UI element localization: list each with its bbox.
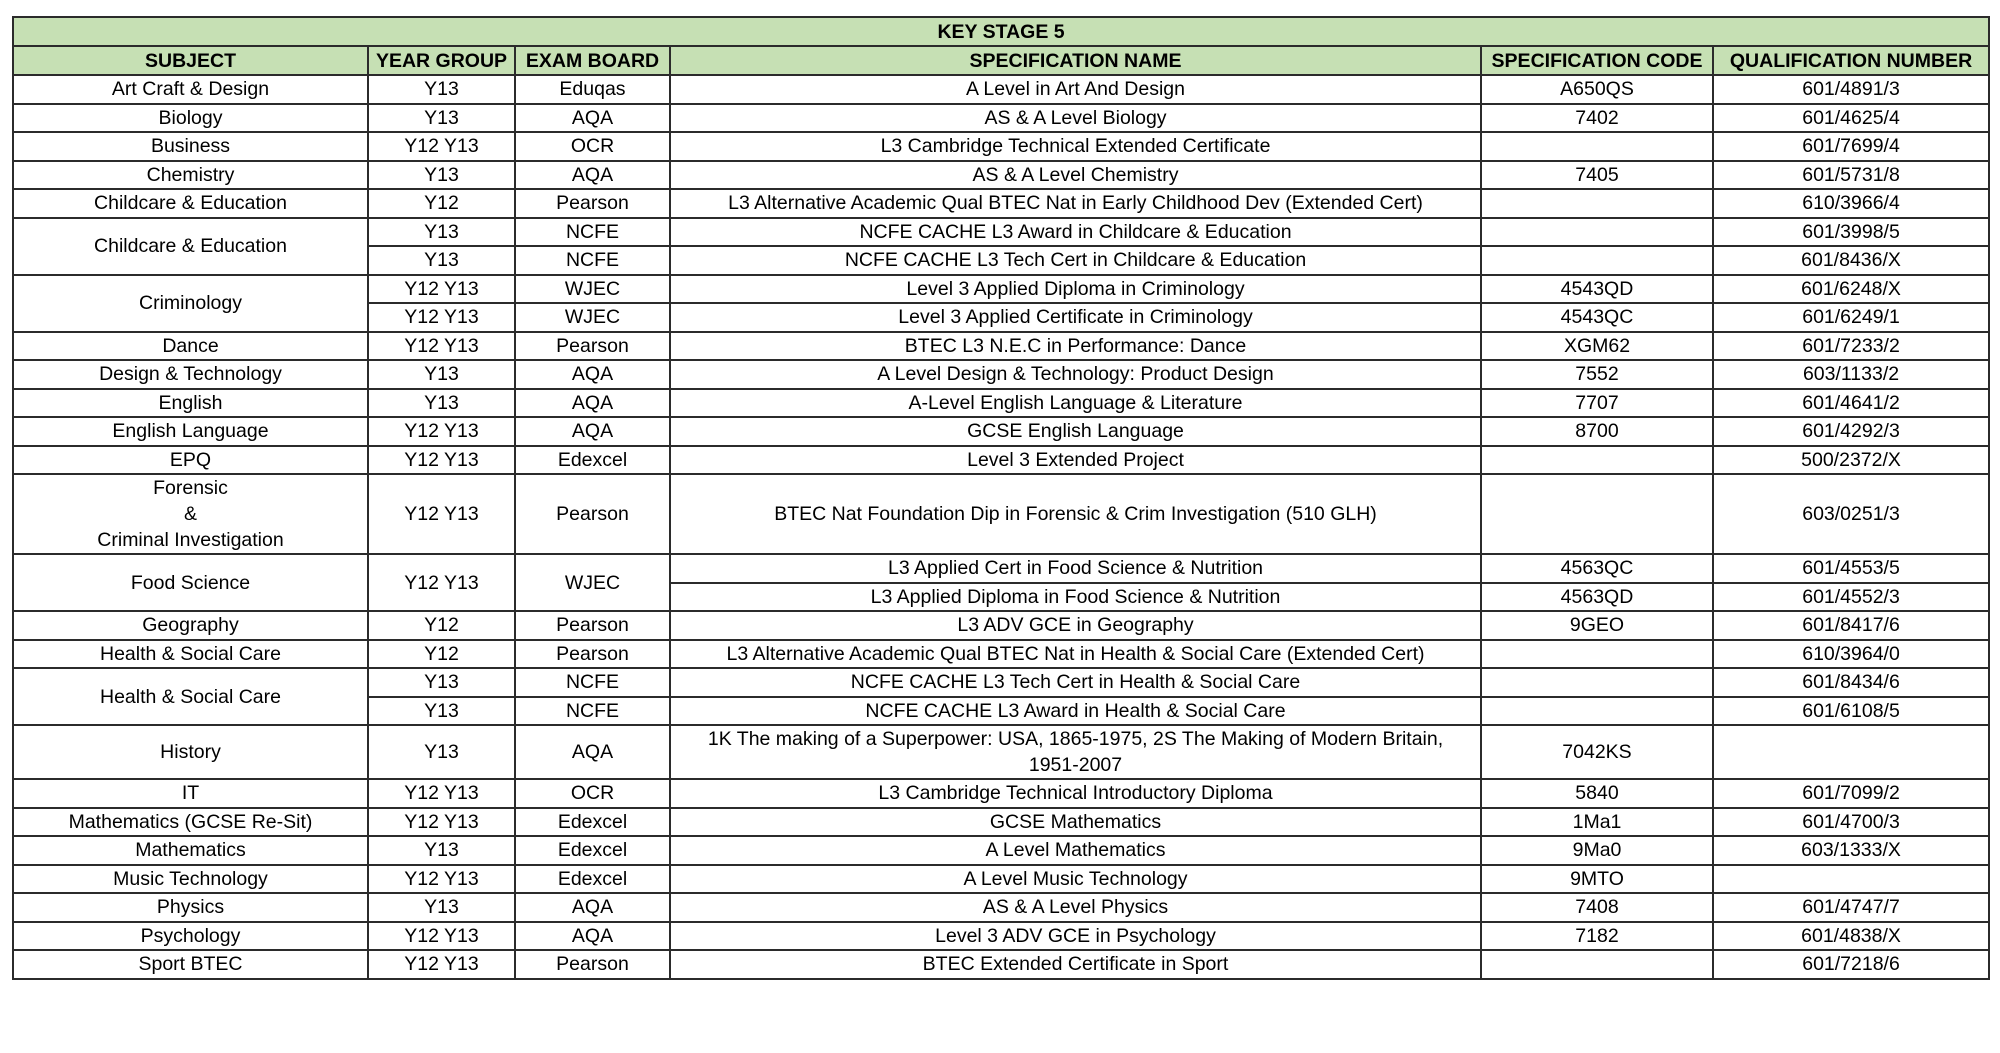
- spec-name-cell: BTEC Nat Foundation Dip in Forensic & Crim Investigation (510 GLH): [670, 474, 1481, 554]
- board-cell: AQA: [515, 360, 670, 389]
- spec-name-cell: AS & A Level Biology: [670, 104, 1481, 133]
- subject-cell: English: [13, 389, 368, 418]
- year-cell: Y12 Y13: [368, 779, 515, 808]
- spec-name-cell: NCFE CACHE L3 Tech Cert in Health & Social Care: [670, 668, 1481, 697]
- spec-code-cell: 7042KS: [1481, 725, 1713, 779]
- spec-name-cell: Level 3 Applied Certificate in Criminology: [670, 303, 1481, 332]
- spec-name-cell: A Level in Art And Design: [670, 75, 1481, 104]
- spec-name-cell: A Level Mathematics: [670, 836, 1481, 865]
- board-cell: OCR: [515, 132, 670, 161]
- header-row: [13, 46, 1989, 75]
- qual-number-cell: 500/2372/X: [1713, 446, 1989, 475]
- year-cell: Y12 Y13: [368, 808, 515, 837]
- spec-code-cell: 8700: [1481, 417, 1713, 446]
- spec-code-cell: 5840: [1481, 779, 1713, 808]
- year-cell: Y12 Y13: [368, 332, 515, 361]
- spec-code-cell: [1481, 640, 1713, 669]
- subject-cell: English Language: [13, 417, 368, 446]
- spec-name-cell: L3 Alternative Academic Qual BTEC Nat in Early Childhood Dev (Extended Cert): [670, 189, 1481, 218]
- table-row: [13, 640, 1989, 669]
- spec-code-cell: [1481, 474, 1713, 554]
- subject-cell: Design & Technology: [13, 360, 368, 389]
- board-cell: NCFE: [515, 246, 670, 275]
- qual-number-cell: 601/4700/3: [1713, 808, 1989, 837]
- table-row: [13, 275, 1989, 304]
- spec-code-cell: A650QS: [1481, 75, 1713, 104]
- spec-code-cell: [1481, 246, 1713, 275]
- board-cell: AQA: [515, 893, 670, 922]
- spec-code-cell: 7405: [1481, 161, 1713, 190]
- table-row: [13, 161, 1989, 190]
- year-cell: Y12 Y13: [368, 554, 515, 611]
- board-cell: WJEC: [515, 303, 670, 332]
- board-cell: AQA: [515, 389, 670, 418]
- table-row: [13, 474, 1989, 554]
- spec-code-cell: 1Ma1: [1481, 808, 1713, 837]
- board-cell: Edexcel: [515, 808, 670, 837]
- spec-code-cell: [1481, 189, 1713, 218]
- subject-line: Criminal Investigation: [97, 529, 284, 551]
- table-row: [13, 218, 1989, 247]
- spec-name-cell: L3 Cambridge Technical Extended Certificate: [670, 132, 1481, 161]
- header-year-group: YEAR GROUP: [368, 46, 515, 75]
- board-cell: NCFE: [515, 697, 670, 726]
- table-row: [13, 554, 1989, 583]
- subject-cell: Mathematics (GCSE Re-Sit): [13, 808, 368, 837]
- board-cell: WJEC: [515, 554, 670, 611]
- board-cell: AQA: [515, 922, 670, 951]
- board-cell: Pearson: [515, 189, 670, 218]
- year-cell: Y12 Y13: [368, 446, 515, 475]
- year-cell: Y13: [368, 893, 515, 922]
- subject-cell: Geography: [13, 611, 368, 640]
- board-cell: NCFE: [515, 218, 670, 247]
- year-cell: Y12 Y13: [368, 950, 515, 979]
- spec-name-cell: AS & A Level Chemistry: [670, 161, 1481, 190]
- spec-name-cell: A-Level English Language & Literature: [670, 389, 1481, 418]
- year-cell: Y13: [368, 668, 515, 697]
- spec-name-cell: L3 Alternative Academic Qual BTEC Nat in Health & Social Care (Extended Cert): [670, 640, 1481, 669]
- subject-cell: [13, 474, 368, 554]
- spec-code-cell: 7707: [1481, 389, 1713, 418]
- board-cell: OCR: [515, 779, 670, 808]
- year-cell: Y12: [368, 640, 515, 669]
- qual-number-cell: [1713, 725, 1989, 779]
- subject-cell: Business: [13, 132, 368, 161]
- spec-name-cell: GCSE Mathematics: [670, 808, 1481, 837]
- spec-code-cell: [1481, 218, 1713, 247]
- qual-number-cell: 610/3964/0: [1713, 640, 1989, 669]
- qual-number-cell: 601/8436/X: [1713, 246, 1989, 275]
- spec-code-cell: XGM62: [1481, 332, 1713, 361]
- spec-name-cell: [670, 725, 1481, 779]
- spec-name-cell: AS & A Level Physics: [670, 893, 1481, 922]
- spec-code-cell: 7182: [1481, 922, 1713, 951]
- spec-name-cell: NCFE CACHE L3 Award in Health & Social Care: [670, 697, 1481, 726]
- header-specification-code: SPECIFICATION CODE: [1481, 46, 1713, 75]
- qual-number-cell: 601/4625/4: [1713, 104, 1989, 133]
- spec-name-cell: L3 Applied Diploma in Food Science & Nutrition: [670, 583, 1481, 612]
- board-cell: Eduqas: [515, 75, 670, 104]
- subject-cell: IT: [13, 779, 368, 808]
- spec-code-cell: 4543QC: [1481, 303, 1713, 332]
- table-row: [13, 950, 1989, 979]
- subject-cell: Health & Social Care: [13, 640, 368, 669]
- year-cell: Y13: [368, 389, 515, 418]
- table-row: [13, 668, 1989, 697]
- subject-cell: Sport BTEC: [13, 950, 368, 979]
- qual-number-cell: 603/0251/3: [1713, 474, 1989, 554]
- subject-cell: Music Technology: [13, 865, 368, 894]
- subject-cell: Physics: [13, 893, 368, 922]
- header-subject: SUBJECT: [13, 46, 368, 75]
- board-cell: Edexcel: [515, 865, 670, 894]
- board-cell: AQA: [515, 104, 670, 133]
- key-stage-5-table: [12, 16, 1990, 980]
- spec-code-cell: [1481, 132, 1713, 161]
- qual-number-cell: 601/6249/1: [1713, 303, 1989, 332]
- spec-code-cell: 9GEO: [1481, 611, 1713, 640]
- spec-code-cell: 7552: [1481, 360, 1713, 389]
- table-row: [13, 360, 1989, 389]
- year-cell: Y13: [368, 246, 515, 275]
- year-cell: Y12 Y13: [368, 474, 515, 554]
- spec-code-cell: [1481, 950, 1713, 979]
- board-cell: Edexcel: [515, 836, 670, 865]
- subject-line: &: [183, 503, 197, 525]
- year-cell: Y12 Y13: [368, 417, 515, 446]
- year-cell: Y12 Y13: [368, 132, 515, 161]
- table-row: [13, 132, 1989, 161]
- spec-name-line: 1951-2007: [1028, 754, 1123, 776]
- spec-code-cell: 4563QD: [1481, 583, 1713, 612]
- qual-number-cell: 603/1333/X: [1713, 836, 1989, 865]
- spec-name-cell: L3 Applied Cert in Food Science & Nutrition: [670, 554, 1481, 583]
- qual-number-cell: 601/4292/3: [1713, 417, 1989, 446]
- table-row: [13, 446, 1989, 475]
- subject-cell: Chemistry: [13, 161, 368, 190]
- subject-cell: Childcare & Education: [13, 189, 368, 218]
- table-row: [13, 611, 1989, 640]
- year-cell: Y13: [368, 218, 515, 247]
- subject-cell: Psychology: [13, 922, 368, 951]
- qual-number-cell: 601/5731/8: [1713, 161, 1989, 190]
- table-row: [13, 189, 1989, 218]
- year-cell: Y13: [368, 836, 515, 865]
- qual-number-cell: 601/7099/2: [1713, 779, 1989, 808]
- year-cell: Y12: [368, 189, 515, 218]
- qual-number-cell: 601/6108/5: [1713, 697, 1989, 726]
- spec-name-cell: BTEC Extended Certificate in Sport: [670, 950, 1481, 979]
- table-row: [13, 332, 1989, 361]
- board-cell: AQA: [515, 417, 670, 446]
- qual-number-cell: 601/4641/2: [1713, 389, 1989, 418]
- qual-number-cell: 601/3998/5: [1713, 218, 1989, 247]
- spec-name-cell: Level 3 Applied Diploma in Criminology: [670, 275, 1481, 304]
- subject-cell: Food Science: [13, 554, 368, 611]
- spec-name-cell: NCFE CACHE L3 Award in Childcare & Education: [670, 218, 1481, 247]
- table-row: [13, 779, 1989, 808]
- spec-name-cell: GCSE English Language: [670, 417, 1481, 446]
- table-row: [13, 893, 1989, 922]
- year-cell: Y12 Y13: [368, 865, 515, 894]
- subject-cell: Mathematics: [13, 836, 368, 865]
- qual-number-cell: 601/7699/4: [1713, 132, 1989, 161]
- subject-cell: Biology: [13, 104, 368, 133]
- qual-number-cell: 601/4838/X: [1713, 922, 1989, 951]
- year-cell: Y13: [368, 161, 515, 190]
- table-row: [13, 417, 1989, 446]
- subject-cell: EPQ: [13, 446, 368, 475]
- year-cell: Y13: [368, 104, 515, 133]
- qual-number-cell: [1713, 865, 1989, 894]
- subject-cell: History: [13, 725, 368, 779]
- qual-number-cell: 601/8434/6: [1713, 668, 1989, 697]
- board-cell: Pearson: [515, 332, 670, 361]
- spec-name-cell: L3 ADV GCE in Geography: [670, 611, 1481, 640]
- spec-name-cell: NCFE CACHE L3 Tech Cert in Childcare & Education: [670, 246, 1481, 275]
- year-cell: Y12: [368, 611, 515, 640]
- qual-number-cell: 603/1133/2: [1713, 360, 1989, 389]
- spec-name-cell: Level 3 Extended Project: [670, 446, 1481, 475]
- year-cell: Y13: [368, 697, 515, 726]
- qual-number-cell: 601/7233/2: [1713, 332, 1989, 361]
- table-title: KEY STAGE 5: [13, 17, 1989, 46]
- year-cell: Y12 Y13: [368, 922, 515, 951]
- table-row: [13, 389, 1989, 418]
- spec-code-cell: 9Ma0: [1481, 836, 1713, 865]
- qual-number-cell: 601/7218/6: [1713, 950, 1989, 979]
- year-cell: Y13: [368, 75, 515, 104]
- qual-number-cell: 601/8417/6: [1713, 611, 1989, 640]
- spec-name-line: 1K The making of a Superpower: USA, 1865-1975, 2S The Making of Modern Britain,: [707, 728, 1444, 750]
- board-cell: WJEC: [515, 275, 670, 304]
- subject-cell: Childcare & Education: [13, 218, 368, 275]
- qual-number-cell: 601/6248/X: [1713, 275, 1989, 304]
- table-row: [13, 104, 1989, 133]
- qual-number-cell: 610/3966/4: [1713, 189, 1989, 218]
- qual-number-cell: 601/4891/3: [1713, 75, 1989, 104]
- subject-cell: Health & Social Care: [13, 668, 368, 725]
- spec-name-cell: BTEC L3 N.E.C in Performance: Dance: [670, 332, 1481, 361]
- board-cell: Pearson: [515, 474, 670, 554]
- qual-number-cell: 601/4553/5: [1713, 554, 1989, 583]
- spec-code-cell: 4543QD: [1481, 275, 1713, 304]
- spec-code-cell: [1481, 697, 1713, 726]
- subject-line: Forensic: [153, 477, 228, 499]
- spec-name-cell: A Level Music Technology: [670, 865, 1481, 894]
- table-row: [13, 725, 1989, 779]
- qual-number-cell: 601/4552/3: [1713, 583, 1989, 612]
- board-cell: Pearson: [515, 950, 670, 979]
- spec-code-cell: 7402: [1481, 104, 1713, 133]
- year-cell: Y13: [368, 360, 515, 389]
- spec-code-cell: 9MTO: [1481, 865, 1713, 894]
- board-cell: AQA: [515, 161, 670, 190]
- header-qualification-number: QUALIFICATION NUMBER: [1713, 46, 1989, 75]
- table-row: [13, 922, 1989, 951]
- qual-number-cell: 601/4747/7: [1713, 893, 1989, 922]
- header-specification-name: SPECIFICATION NAME: [670, 46, 1481, 75]
- header-exam-board: EXAM BOARD: [515, 46, 670, 75]
- spec-name-cell: A Level Design & Technology: Product Design: [670, 360, 1481, 389]
- spec-code-cell: 7408: [1481, 893, 1713, 922]
- year-cell: Y13: [368, 725, 515, 779]
- table-row: [13, 836, 1989, 865]
- subject-cell: Art Craft & Design: [13, 75, 368, 104]
- spec-code-cell: [1481, 446, 1713, 475]
- year-cell: Y12 Y13: [368, 303, 515, 332]
- table-row: [13, 75, 1989, 104]
- subject-cell: Dance: [13, 332, 368, 361]
- table-row: [13, 865, 1989, 894]
- board-cell: Pearson: [515, 611, 670, 640]
- board-cell: AQA: [515, 725, 670, 779]
- board-cell: Edexcel: [515, 446, 670, 475]
- board-cell: NCFE: [515, 668, 670, 697]
- year-cell: Y12 Y13: [368, 275, 515, 304]
- subject-cell: Criminology: [13, 275, 368, 332]
- board-cell: Pearson: [515, 640, 670, 669]
- spec-code-cell: 4563QC: [1481, 554, 1713, 583]
- spec-name-cell: L3 Cambridge Technical Introductory Diploma: [670, 779, 1481, 808]
- spec-name-cell: Level 3 ADV GCE in Psychology: [670, 922, 1481, 951]
- spec-code-cell: [1481, 668, 1713, 697]
- table-row: [13, 808, 1989, 837]
